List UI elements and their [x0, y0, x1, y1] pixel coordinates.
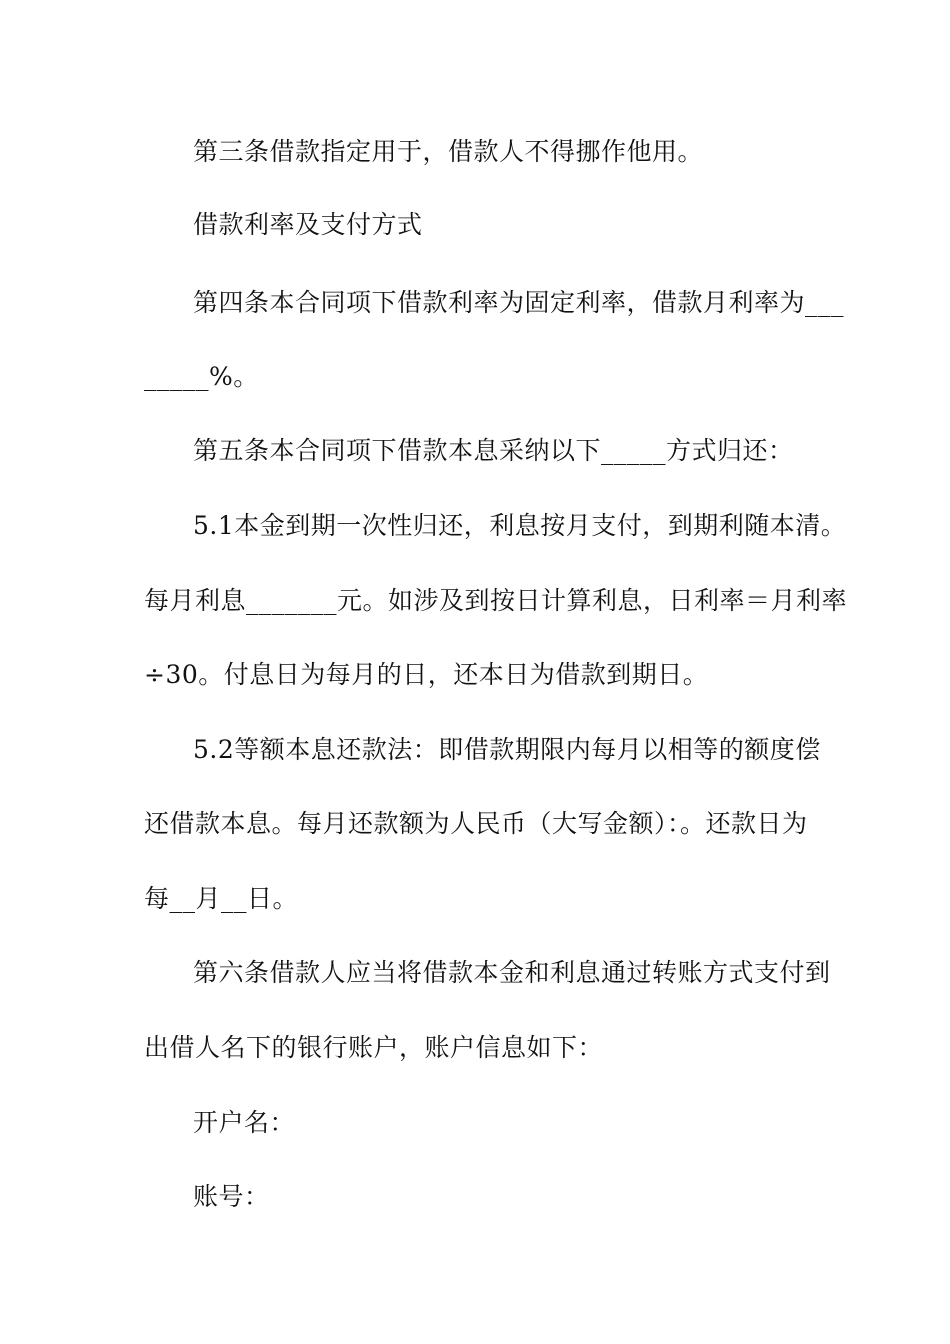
- account-name-label: 开户名：: [193, 1108, 296, 1137]
- clause-5-1-continued: 每月利息_______元。如涉及到按日计算利息，日利率＝月利率: [144, 586, 848, 615]
- article-4-continued: _____%。: [144, 362, 259, 391]
- clause-5-2-continued: 还借款本息。每月还款额为人民币（大写金额）：。还款日为: [144, 809, 808, 838]
- article-4-text: 第四条本合同项下借款利率为固定利率，借款月利率为___: [193, 288, 845, 317]
- article-6-text: 第六条借款人应当将借款本金和利息通过转账方式支付到: [193, 958, 831, 987]
- clause-5-1-continued-2: ÷30。付息日为每月的日，还本日为借款到期日。: [144, 660, 709, 689]
- article-6-continued: 出借人名下的银行账户，账户信息如下：: [144, 1033, 604, 1062]
- account-number-label: 账号：: [193, 1182, 270, 1211]
- clause-5-1-text: 5.1本金到期一次性归还，利息按月支付，到期利随本清。: [193, 511, 847, 540]
- clause-5-2-continued-2: 每__月__日。: [144, 884, 299, 913]
- section-heading-interest: 借款利率及支付方式: [193, 210, 423, 239]
- clause-5-2-text: 5.2等额本息还款法：即借款期限内每月以相等的额度偿: [193, 735, 821, 764]
- article-5-text: 第五条本合同项下借款本息采纳以下_____方式归还：: [193, 436, 794, 465]
- article-3-text: 第三条借款指定用于，借款人不得挪作他用。: [193, 137, 704, 166]
